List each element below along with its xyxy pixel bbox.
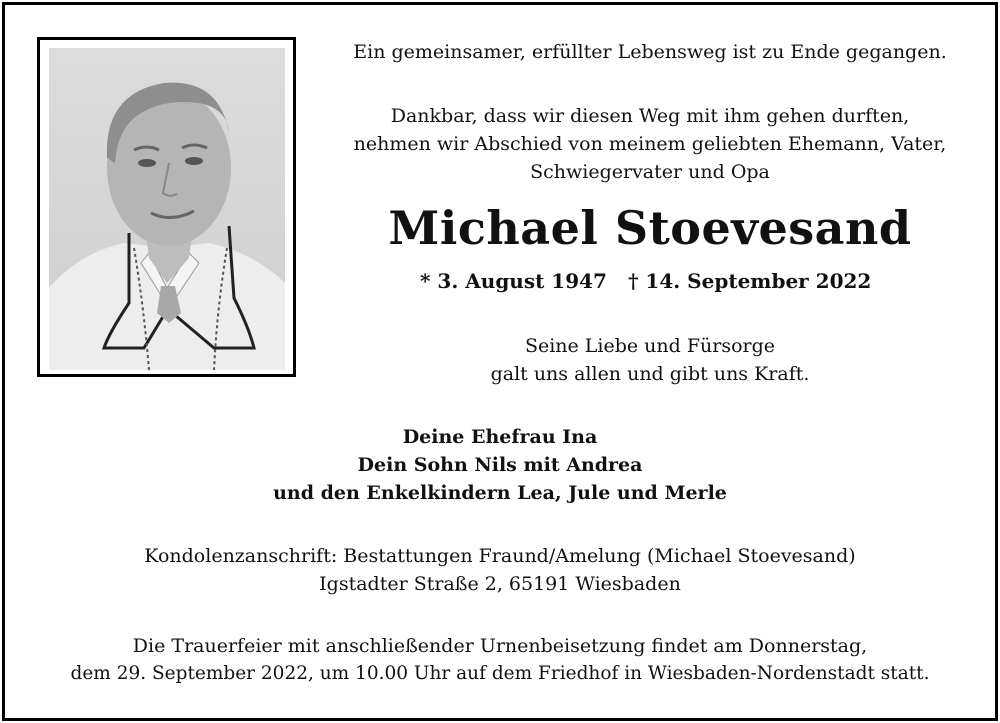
- intro-line: Ein gemeinsamer, erfüllter Lebensweg ist zu Ende gegangen.: [353, 41, 947, 63]
- birth-date: * 3. August 1947: [420, 269, 607, 293]
- family-line-2: Dein Sohn Nils mit Andrea: [357, 454, 643, 476]
- family-line-1: Deine Ehefrau Ina: [402, 426, 598, 448]
- ceremony-line-2: dem 29. September 2022, um 10.00 Uhr auf dem Friedhof in Wiesbaden-Nordenstadt statt.: [70, 663, 930, 684]
- condolence-line-2: Igstadter Straße 2, 65191 Wiesbaden: [319, 573, 681, 595]
- ceremony-line-1: Die Trauerfeier mit anschließender Urnenbeisetzung findet am Donnerstag,: [132, 635, 868, 657]
- portrait-frame: [37, 37, 296, 377]
- quote-line-2: galt uns allen und gibt uns Kraft.: [490, 363, 810, 385]
- deceased-name: Michael Stoevesand: [388, 201, 912, 255]
- condolence-line-1: Kondolenzanschrift: Bestattungen Fraund/Amelung (Michael Stoevesand): [144, 545, 856, 567]
- farewell-line-2: nehmen wir Abschied von meinem geliebten Ehemann, Vater,: [353, 133, 947, 155]
- farewell-line-1: Dankbar, dass wir diesen Weg mit ihm gehen durften,: [390, 105, 910, 127]
- portrait-illustration: [49, 48, 285, 370]
- quote-line-1: Seine Liebe und Fürsorge: [524, 335, 776, 357]
- portrait-photo: [49, 48, 285, 370]
- death-date: † 14. September 2022: [628, 269, 872, 293]
- family-line-3: und den Enkelkindern Lea, Jule und Merle: [273, 482, 727, 504]
- farewell-line-3: Schwiegervater und Opa: [530, 161, 770, 183]
